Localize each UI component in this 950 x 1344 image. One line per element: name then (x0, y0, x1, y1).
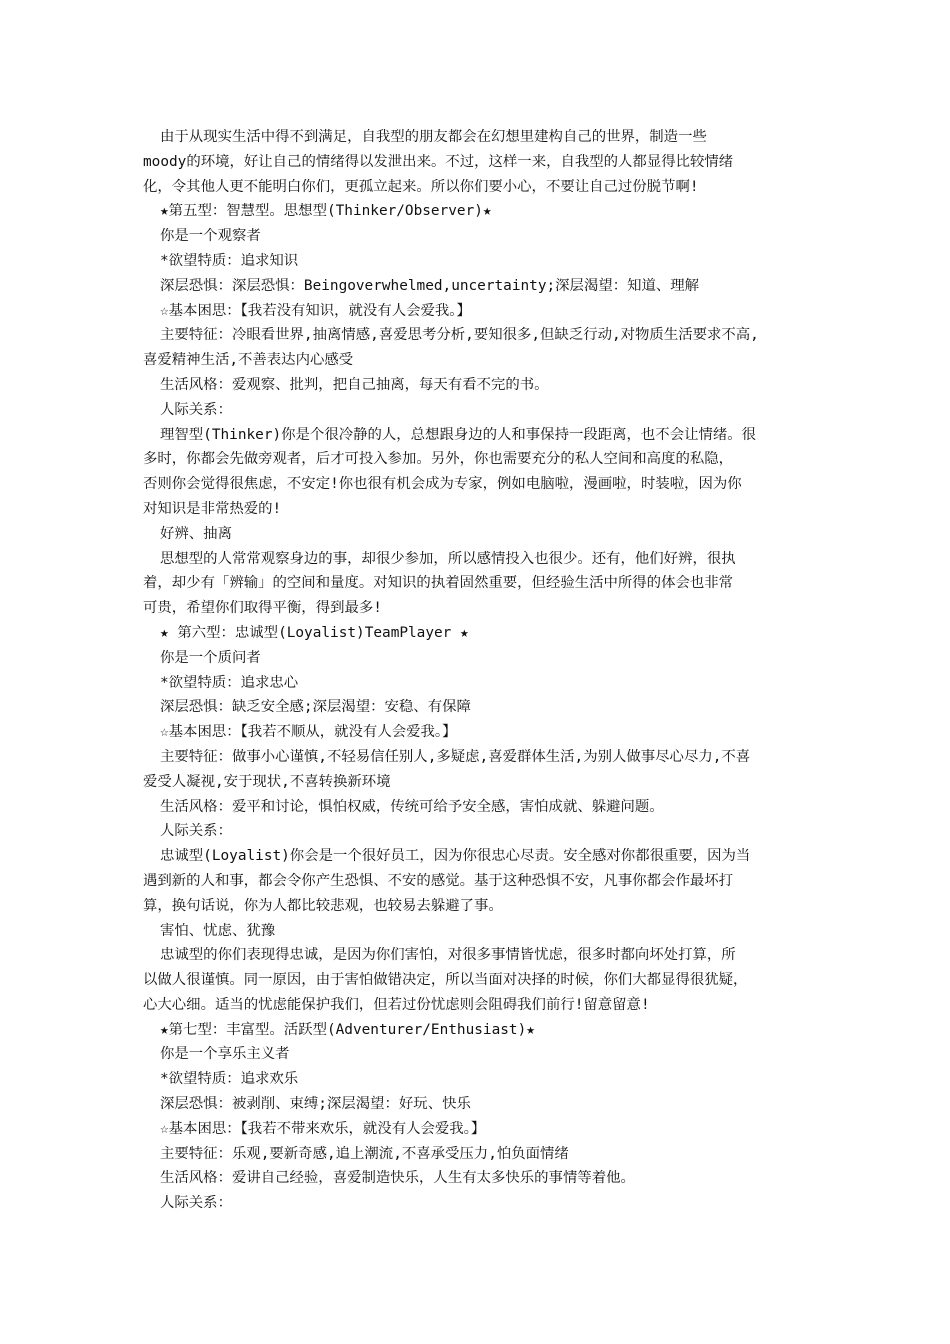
text-line: 否则你会觉得很焦虑，不安定!你也很有机会成为专家，例如电脑啦，漫画啦，时装啦，因为你 (143, 476, 742, 493)
text-line: 算，换句话说，你为人都比较悲观，也较易去躲避了事。 (143, 897, 503, 914)
text-line: 遇到新的人和事，都会令你产生恐惧、不安的感觉。基于这种恐惧不安，凡事你都会作最坏打 (143, 872, 734, 889)
text-line: 深层恐惧：被剥削、束缚;深层渴望：好玩、快乐 (160, 1096, 471, 1113)
text-line: 多时，你都会先做旁观者，后才可投入参加。另外，你也需要充分的私人空间和高度的私隐， (143, 451, 734, 468)
text-line: 忠诚型(Loyalist)你会是一个很好员工，因为你很忠心尽责。安全感对你都很重要，因为当 (160, 848, 751, 865)
text-line: 好辨、抽离 (160, 525, 232, 542)
text-line: 深层恐惧：深层恐惧：Beingoverwhelmed,uncertainty;深层渴望：知道、理解 (160, 277, 700, 294)
text-line: 你是一个观察者 (160, 228, 261, 245)
text-line: 化，令其他人更不能明白你们，更孤立起来。所以你们要小心，不要让自己过份脱节啊! (143, 178, 699, 195)
text-line: *欲望特质：追求欢乐 (160, 1071, 299, 1088)
text-line: ☆基本困思：【我若不顺从，就没有人会爱我。】 (160, 724, 457, 741)
text-line: 害怕、忧虑、犹豫 (160, 922, 276, 939)
text-line: ☆基本困思：【我若没有知识，就没有人会爱我。】 (160, 302, 471, 319)
text-line: 主要特征：冷眼看世界,抽离情感,喜爱思考分析,要知很多,但缺乏行动,对物质生活要求不高, (160, 327, 759, 344)
text-line: 主要特征：乐观,要新奇感,追上潮流,不喜承受压力,怕负面情绪 (160, 1145, 569, 1162)
text-line: *欲望特质：追求忠心 (160, 674, 299, 691)
text-line: 理智型(Thinker)你是个很冷静的人，总想跟身边的人和事保持一段距离，也不会让情绪。很 (160, 426, 757, 443)
text-line: 以做人很谨慎。同一原因，由于害怕做错决定，所以当面对决择的时候，你们大都显得很犹疑， (143, 972, 748, 989)
document-body (143, 125, 813, 1216)
text-line: 思想型的人常常观察身边的事，却很少参加，所以感情投入也很少。还有，他们好辨，很执 (160, 550, 736, 567)
text-line: 人际关系： (160, 1195, 232, 1212)
text-line: 生活风格：爱讲自己经验，喜爱制造快乐，人生有太多快乐的事情等着他。 (160, 1170, 635, 1187)
text-line: 忠诚型的你们表现得忠诚，是因为你们害怕，对很多事情皆忧虑，很多时都向坏处打算，所 (160, 947, 736, 964)
text-line: 人际关系： (160, 823, 232, 840)
text-line: 心大心细。适当的忧虑能保护我们，但若过份忧虑则会阻碍我们前行!留意留意! (143, 996, 650, 1013)
text-line: 你是一个质问者 (160, 649, 261, 666)
text-line: ☆基本困思：【我若不带来欢乐，就没有人会爱我。】 (160, 1120, 486, 1137)
text-line: 可贵，希望你们取得平衡，得到最多! (143, 600, 382, 617)
text-line: 爱受人凝视,安于现状,不喜转换新环境 (143, 773, 391, 790)
text-line: ★第七型：丰富型。活跃型(Adventurer/Enthusiast)★ (160, 1021, 535, 1038)
text-line: *欲望特质：追求知识 (160, 252, 299, 269)
text-line: 生活风格：爱平和讨论，惧怕权威，传统可给予安全感，害怕成就、躲避问题。 (160, 798, 664, 815)
text-line: 你是一个享乐主义者 (160, 1046, 290, 1063)
text-line: 生活风格：爱观察、批判，把自己抽离，每天有看不完的书。 (160, 376, 549, 393)
text-line: 主要特征：做事小心谨慎,不轻易信任别人,多疑虑,喜爱群体生活,为别人做事尽心尽力,不喜 (160, 748, 751, 765)
text-line: 人际关系： (160, 401, 232, 418)
text-line: 喜爱精神生活,不善表达内心感受 (143, 352, 354, 369)
text-line: ★ 第六型：忠诚型(Loyalist)TeamPlayer ★ (160, 624, 469, 641)
text-line: 由于从现实生活中得不到满足，自我型的朋友都会在幻想里建构自己的世界，制造一些 (160, 129, 707, 145)
text-line: 对知识是非常热爱的! (143, 500, 282, 517)
text-line: 深层恐惧：缺乏安全感;深层渴望：安稳、有保障 (160, 699, 471, 716)
text-line: 着，却少有「辨输」的空间和量度。对知识的执着固然重要，但经验生活中所得的体会也非常 (143, 575, 734, 592)
text-line: moody的环境，好让自己的情绪得以发泄出来。不过，这样一来，自我型的人都显得比较情绪 (143, 153, 734, 170)
text-line: ★第五型：智慧型。思想型(Thinker/Observer)★ (160, 203, 492, 220)
